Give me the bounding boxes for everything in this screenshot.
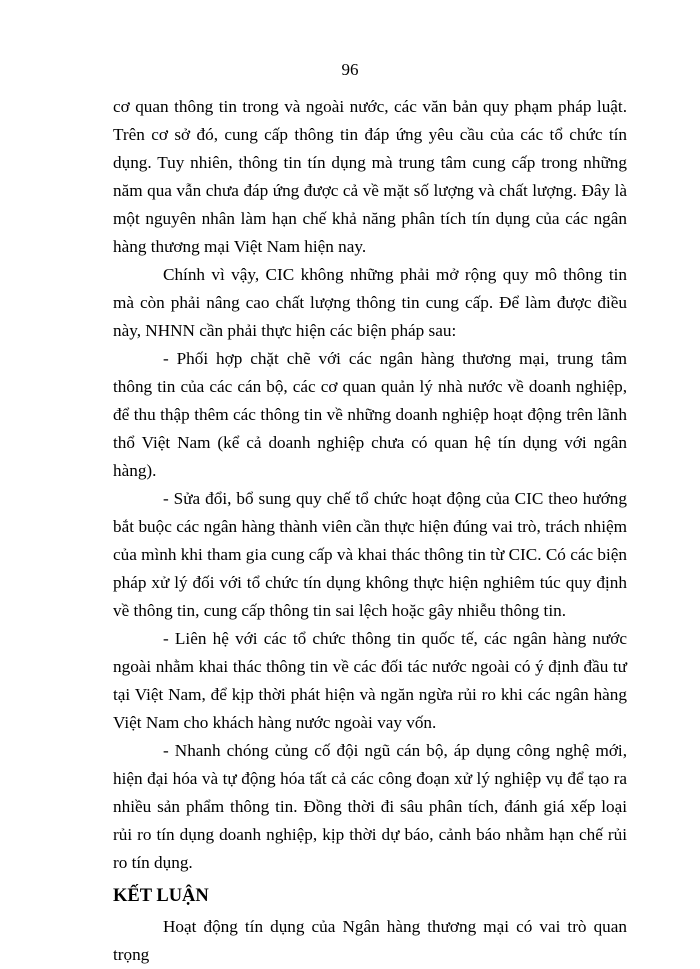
bullet-coordination: - Phối hợp chặt chẽ với các ngân hàng thương mại, trung tâm thông tin của các cán bộ, các cơ quan quản lý nhà nước về doanh nghiệp, để thu thập thêm các thông tin về những doanh nghiệp hoạt động trên lãnh thổ Việt Nam (kể cả doanh nghiệp chưa có quan hệ tín dụng với ngân hàng). <box>113 349 627 480</box>
conclusion-paragraph: Hoạt động tín dụng của Ngân hàng thương mại có vai trò quan trọng <box>113 917 627 964</box>
section-heading: KẾT LUẬN <box>113 886 209 906</box>
page-number: 96 <box>341 60 359 79</box>
paragraph-cic-intro: Chính vì vậy, CIC không những phải mở rộng quy mô thông tin mà còn phải nâng cao chất lượng thông tin cung cấp. Để làm được điều này, NHNN cần phải thực hiện các biện pháp sau: <box>113 265 627 340</box>
paragraph-continuation: cơ quan thông tin trong và ngoài nước, các văn bản quy phạm pháp luật. Trên cơ sở đó, cung cấp thông tin đáp ứng yêu cầu của các tổ chức tín dụng. Tuy nhiên, thông tin tín dụng mà trung tâm cung cấp trong những năm qua vẫn chưa đáp ứng được cả về mặt số lượng và chất lượng. Đây là một nguyên nhân làm hạn chế khả năng phân tích tín dụng của các ngân hàng thương mại Việt Nam hiện nay. <box>113 97 627 256</box>
bullet-international: - Liên hệ với các tổ chức thông tin quốc tế, các ngân hàng nước ngoài nhằm khai thác thông tin về các đối tác nước ngoài có ý định đầu tư tại Việt Nam, để kịp thời phát hiện và ngăn ngừa rủi ro khi các ngân hàng Việt Nam cho khách hàng nước ngoài vay vốn. <box>113 629 627 732</box>
bullet-regulation: - Sửa đổi, bổ sung quy chế tổ chức hoạt động của CIC theo hướng bắt buộc các ngân hàng thành viên cần thực hiện đúng vai trò, trách nhiệm của mình khi tham gia cung cấp và khai thác thông tin từ CIC. Có các biện pháp xử lý đối với tổ chức tín dụng không thực hiện nghiêm túc quy định về thông tin, cung cấp thông tin sai lệch hoặc gây nhiễu thông tin. <box>113 489 627 620</box>
body-text <box>113 93 627 969</box>
bullet-modernization: - Nhanh chóng củng cố đội ngũ cán bộ, áp dụng công nghệ mới, hiện đại hóa và tự động hóa tất cả các công đoạn xử lý nghiệp vụ để tạo ra nhiều sản phẩm thông tin. Đồng thời đi sâu phân tích, đánh giá xếp loại rủi ro tín dụng doanh nghiệp, kịp thời dự báo, cảnh báo nhằm hạn chế rủi ro tín dụng. <box>113 741 627 872</box>
